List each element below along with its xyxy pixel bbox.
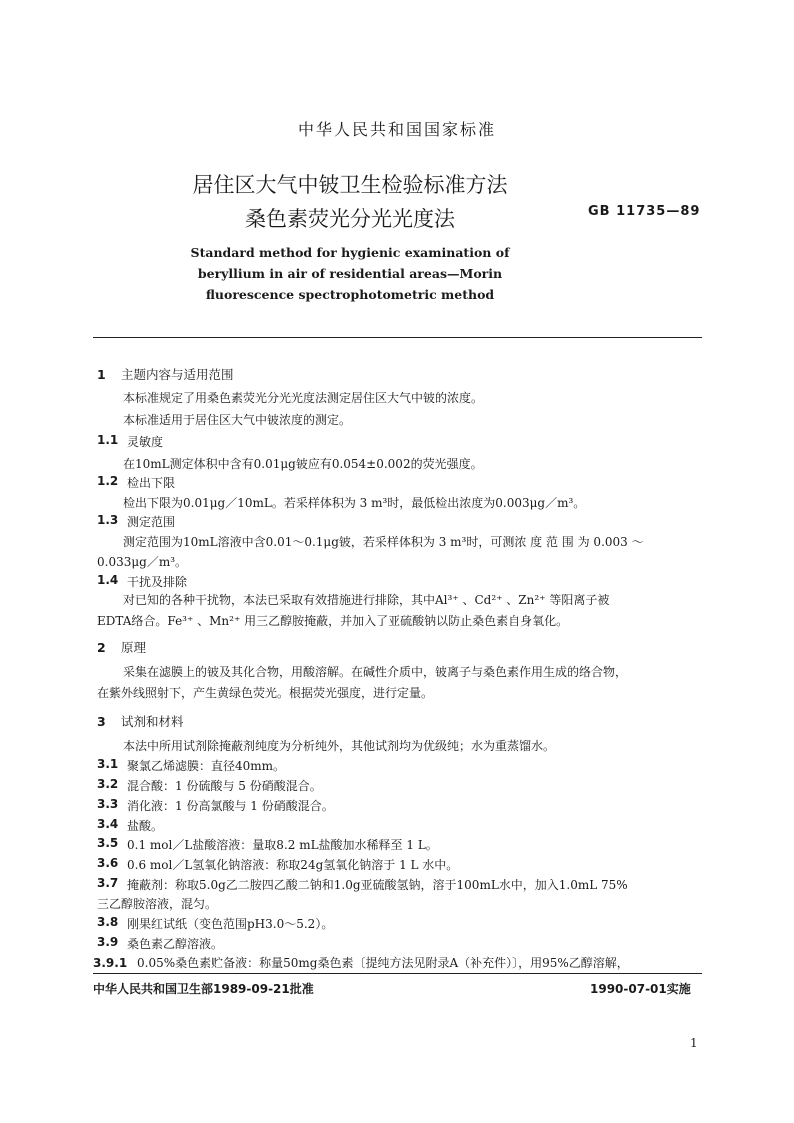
title-english-line1: Standard method for hygienic examination of (190, 245, 510, 260)
item-3-9-1 (93, 954, 629, 971)
effective-date: 1990-07-01实施 (590, 982, 691, 996)
section-number: 3 (97, 714, 106, 729)
title-chinese-line2: 桑色素荧光分光光度法 (245, 207, 455, 231)
section-1-4-heading: 1.4 干扰及排除 (97, 573, 188, 589)
section-title: 主题内容与适用范围 (121, 367, 234, 382)
item-text: 盐酸。 (127, 819, 164, 833)
item-text: 0.1 mol／L盐酸溶液：量取8.2 mL盐酸加水稀释至 1 L。 (127, 838, 438, 852)
paragraph: 检出下限为0.01μg／10mL。若采样体积为 3 m³时，最低检出浓度为0.003μg／m³。 (123, 496, 586, 510)
section-number: 2 (97, 640, 106, 655)
item-3-7: 3.7 掩蔽剂：称取5.0g乙二胺四乙酸二钠和1.0g亚硫酸氢钠，溶于100mL水中，加入1.0mL 75% (97, 876, 628, 892)
item-3-1: 3.1 聚氯乙烯滤膜：直径40mm。 (97, 757, 286, 773)
header-divider (93, 337, 702, 338)
item-text: 混合酸：1 份硫酸与 5 份硝酸混合。 (127, 779, 322, 793)
section-3-heading (97, 712, 184, 730)
item-number: 3.9.1 (93, 956, 128, 970)
title-english-line2: beryllium in air of residential areas—Morin (197, 266, 503, 281)
item-3-2: 3.2 混合酸：1 份硫酸与 5 份硝酸混合。 (97, 777, 322, 793)
footer-divider (93, 973, 702, 974)
paragraph: 本法中所用试剂除掩蔽剂纯度为分析纯外，其他试剂均为优级纯；水为重蒸馏水。 (123, 739, 556, 753)
item-3-9: 3.9 桑色素乙醇溶液。 (97, 935, 224, 951)
section-title: 测定范围 (127, 515, 176, 529)
standard-code: GB 11735—89 (588, 204, 701, 219)
item-text: 掩蔽剂：称取5.0g乙二胺四乙酸二钠和1.0g亚硫酸氢钠，溶于100mL水中，加入1.0mL 75% (127, 878, 628, 892)
paragraph: 本标准规定了用桑色素荧光分光光度法测定居住区大气中铍的浓度。 (123, 391, 484, 405)
section-title: 干扰及排除 (127, 575, 188, 589)
item-3-6: 3.6 0.6 mol／L氢氧化钠溶液：称取24g氢氧化钠溶于 1 L 水中。 (97, 856, 459, 872)
item-text: 刚果红试纸（变色范围pH3.0～5.2）。 (127, 917, 334, 931)
section-1-1-heading: 1.1 灵敏度 (97, 433, 164, 449)
item-3-8: 3.8 刚果红试纸（变色范围pH3.0～5.2）。 (97, 915, 334, 931)
title-english-line3: fluorescence spectrophotometric method (205, 287, 495, 302)
paragraph: EDTA络合。Fe³⁺ 、Mn²⁺ 用三乙醇胺掩蔽，并加入了亚硫酸钠以防止桑色素自身氧化。 (97, 614, 569, 628)
section-1-3-heading: 1.3 测定范围 (97, 513, 176, 529)
page-number: 1 (690, 1036, 698, 1050)
section-title: 试剂和材料 (121, 714, 184, 729)
section-2-heading (97, 638, 146, 656)
paragraph: 对已知的各种干扰物，本法已采取有效措施进行排除，其中Al³⁺ 、Cd²⁺ 、Zn²⁺ 等阳离子被 (123, 593, 610, 607)
paragraph: 三乙醇胺溶液，混匀。 (97, 897, 218, 911)
title-chinese-line1: 居住区大气中铍卫生检验标准方法 (192, 173, 508, 197)
paragraph: 本标准适用于居住区大气中铍浓度的测定。 (123, 413, 352, 427)
section-1-heading (97, 365, 234, 383)
item-text: 聚氯乙烯滤膜：直径40mm。 (127, 759, 286, 773)
section-1-2-heading: 1.2 检出下限 (97, 474, 176, 490)
paragraph: 测定范围为10mL溶液中含0.01～0.1μg铍，若采样体积为 3 m³时，可测浓 度 范 围 为 0.003 ～ (123, 535, 644, 549)
item-3-3: 3.3 消化液：1 份高氯酸与 1 份硝酸混合。 (97, 797, 334, 813)
approval-note: 中华人民共和国卫生部1989-09-21批准 (93, 982, 314, 996)
section-title: 检出下限 (127, 476, 176, 490)
paragraph: 0.033μg／m³。 (97, 555, 188, 569)
item-3-4: 3.4 盐酸。 (97, 817, 164, 833)
item-3-5: 3.5 0.1 mol／L盐酸溶液：量取8.2 mL盐酸加水稀释至 1 L。 (97, 836, 438, 852)
paragraph: 在紫外线照射下，产生黄绿色荧光。根据荧光强度，进行定量。 (97, 686, 434, 700)
section-number: 1 (97, 367, 106, 382)
issuing-authority: 中华人民共和国国家标准 (297, 120, 496, 139)
item-text: 0.05%桑色素贮备液：称量50mg桑色素〔提纯方法见附录A（补充件）〕，用95%乙醇溶解， (137, 956, 629, 970)
section-title: 原理 (121, 640, 147, 655)
item-text: 消化液：1 份高氯酸与 1 份硝酸混合。 (127, 799, 334, 813)
paragraph: 采集在滤膜上的铍及其化合物，用酸溶解。在碱性介质中，铍离子与桑色素作用生成的络合物， (123, 665, 628, 679)
item-text: 桑色素乙醇溶液。 (127, 937, 224, 951)
section-title: 灵敏度 (127, 435, 164, 449)
paragraph: 在10mL测定体积中含有0.01μg铍应有0.054±0.002的荧光强度。 (123, 457, 483, 471)
item-text: 0.6 mol／L氢氧化钠溶液：称取24g氢氧化钠溶于 1 L 水中。 (127, 858, 459, 872)
